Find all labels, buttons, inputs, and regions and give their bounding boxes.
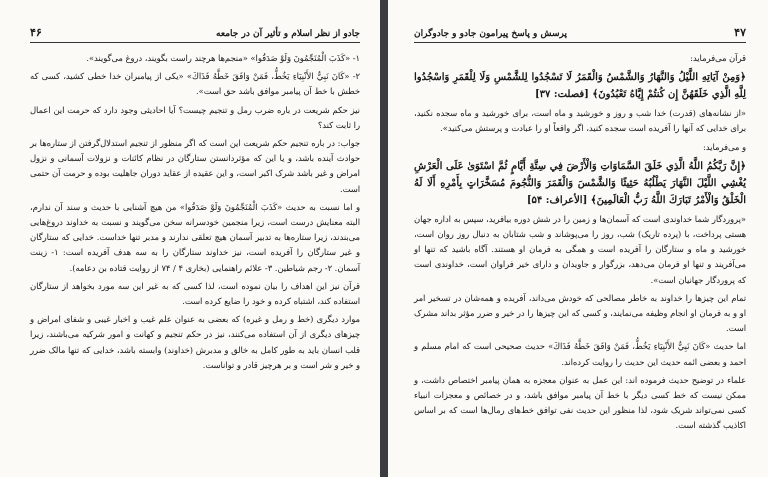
quran-verse: ﴿إِنَّ رَبَّكُمُ اللَّهُ الَّذِي خَلَقَ السَّمَاوَاتِ وَالْأَرْضَ فِي سِتَّةِ أَيَّامٍ ثُمَّ اسْتَوَىٰ عَلَى الْعَرْشِ يُغْشِي اللَّيْلَ النَّهَارَ يَطْلُبُهُ حَثِيثًا وَالشَّمْسَ وَالْقَمَرَ وَالنُّجُومَ مُسَخَّرَاتٍ بِأَمْرِهِ أَلَا لَهُ الْخَلْقُ وَالْأَمْرُ تَبَارَكَ اللَّهُ رَبُّ الْعَالَمِينَ﴾ [الأعراف: ۵۴] — [414, 160, 746, 206]
right-paragraph: علماء در توضیح حدیث فرموده اند: این عمل به عنوان معجزه به همان پیامبر اختصاص داشت، و ممکن نیست که خط کسی دیگر با خط آن پیامبر موافق باشد، و در خصائص و معجزات انبیاء کسی نمی‌تواند شریک شود، لذا منظور این حدیث نفی توافق خط‌های رمال‌ها است که بر اساس اکاذیب گذشته است. — [414, 374, 746, 431]
right-page-header — [414, 26, 746, 43]
right-page-number: ۴۷ — [734, 26, 746, 39]
right-page — [388, 0, 768, 477]
left-paragraph: جواب: در باره تنجیم حکم شریعت این است که اگر منظور از تنجیم استدلال‌گرفتن از ستاره‌ها بر حوادث آینده باشد، و یا این که مؤثردانستن ستارگان در نظام کائنات و نزولات آسمانی و نزول امراض و غیر باشد شرک اکبر است، و این عقیده از عقاید دوران جاهلیت بوده و حرمت آن حتمی است. — [30, 138, 360, 194]
right-running-title: پرسش و پاسخ پیرامون جادو و جادوگران — [414, 29, 568, 39]
left-page-body — [30, 51, 360, 373]
verse-translation: «پروردگار شما خداوندی است که آسمان‌ها و زمین را در شش دوره بیافرید، سپس به اداره جهان هستی پرداخت، با (پرده تاریک) شب، روز را می‌پوشاند و شب شتابان به دنبال روز روان است، خورشید و ماه و ستارگان را آفریده است و همگی به فرمان او هستند. آگاه باشید که تنها او می‌آفریند و تنها او فرمان می‌دهد، بزرگوار و جاویدان و دارای خیر فراوان است، خداوندی است که پروردگار جهانیان است». — [414, 213, 746, 285]
left-paragraph: موارد دیگری (خط و رمل و غیره) که بعضی به عنوان علم غیب و اخبار غیبی و شفای امراض و چیزهای دیگری از آن استفاده می‌کنند، نیز در حکم تنجیم و کهانت و امور شرکیه می‌باشند، زیرا قلب انسان باید به طور کامل به خالق و مدبرش (خداوند) وابسته باشد، خدایی که تنها مالک ضرر و خیر و شر است و بر هرچیز قادر و تواناست. — [30, 314, 360, 370]
left-page-header — [30, 26, 360, 43]
left-paragraph: نیز حکم شریعت در باره ضرب رمل و تنجیم چیست؟ آیا احادیثی وجود دارد که حرمت این اعمال را ثابت کند؟ — [30, 104, 360, 130]
right-paragraph: تمام این چیزها را خداوند به خاطر مصالحی که خودش می‌داند، آفریده و همه‌شان در تسخیر امر او و به فرمان او انجام وظیفه می‌نمایند، و کسی که این چیزها را در خیر و ضرر مؤثر بداند مشرک است. — [414, 292, 746, 334]
right-page-body — [414, 51, 746, 434]
left-running-title: جادو از نظر اسلام و تأثیر آن در جامعه — [216, 29, 360, 39]
intro-text: و می‌فرماید: — [703, 141, 746, 152]
quran-verse: ﴿وَمِنْ آيَاتِهِ اللَّيْلُ وَالنَّهَارُ وَالشَّمْسُ وَالْقَمَرُ لَا تَسْجُدُوا لِلشَّمْسِ وَلَا لِلْقَمَرِ وَاسْجُدُوا لِلَّهِ الَّذِي خَلَقَهُنَّ إِن كُنتُمْ إِيَّاهُ تَعْبُدُونَ﴾ [فصلت: ۳۷] — [414, 72, 746, 101]
left-paragraph: و اما نسبت به حدیث «كَذَبَ الْمُنَجِّمُونَ وَلَوْ صَدَقُوا» من هیچ آشنایی با حدیث و سند آن ندارم، البته معنایش درست است، زیرا منجمین خودسرانه سخن می‌گویند و نسبت به خداوند دروغ‌هایی می‌بندند، زیرا ستاره‌ها به تدبیر آسمان هیچ تعلقی ندارند و مدبر تنها خداست. خدایی که ستارگان و غیر ستارگان را آفریده است، نیز خداوند ستارگان را به سه هدف آفریده است: ۱- زینت آسمان. ۲- رجم شیاطین. ۳- علائم راهنمایی (بخاری ۴ / ۷۴ از روایت قتاده بن دعامه). — [30, 201, 360, 273]
left-paragraph: ۱- «كَذَبَ الْمُنَجِّمُونَ وَلَوْ صَدَقُوا» «منجم‌ها هرچند راست بگویند، دروغ می‌گویند». — [86, 53, 360, 63]
left-paragraph: قرآن نیز این اهداف را بیان نموده است، لذا کسی که به غیر این سه مورد بخواهد از ستارگان استفاده کند، اشتباه کرده و خود را ضایع کرده است. — [30, 280, 360, 307]
intro-text: قرآن می‌فرماید: — [690, 53, 746, 63]
book-gutter — [380, 0, 388, 477]
right-paragraph: اما حدیث «كَانَ نَبِيٌّ الأَنْبِيَاءِ يَخُطُّ، فَمَنْ وَافَقَ خَطَّهُ فَذَاكَ» حدیث صحیحی است که امام مسلم و احمد و بعضی ائمه حدیث این حدیث را روایت کرده‌اند. — [414, 341, 746, 367]
left-paragraph: ۲- «كَانَ نَبِيٌّ الأَنْبِيَاءِ يَخُطُّ، فَمَنْ وَافَقَ خَطَّهُ فَذَاكَ» «یکی از پیامبران خدا خطی کشید، کسی که خطش با خط آن پیامبر موافق باشد حق است». — [30, 71, 360, 97]
verse-translation: «از نشانه‌های (قدرت) خدا شب و روز و خورشید و ماه است، برای خورشید و ماه سجده نکنید، برای خدایی که آنها را آفریده است سجده کنید، اگر واقعاً او را عبادت و پرستش می‌کنید». — [414, 108, 746, 134]
left-page — [0, 0, 380, 477]
left-page-number: ۴۶ — [30, 26, 42, 39]
